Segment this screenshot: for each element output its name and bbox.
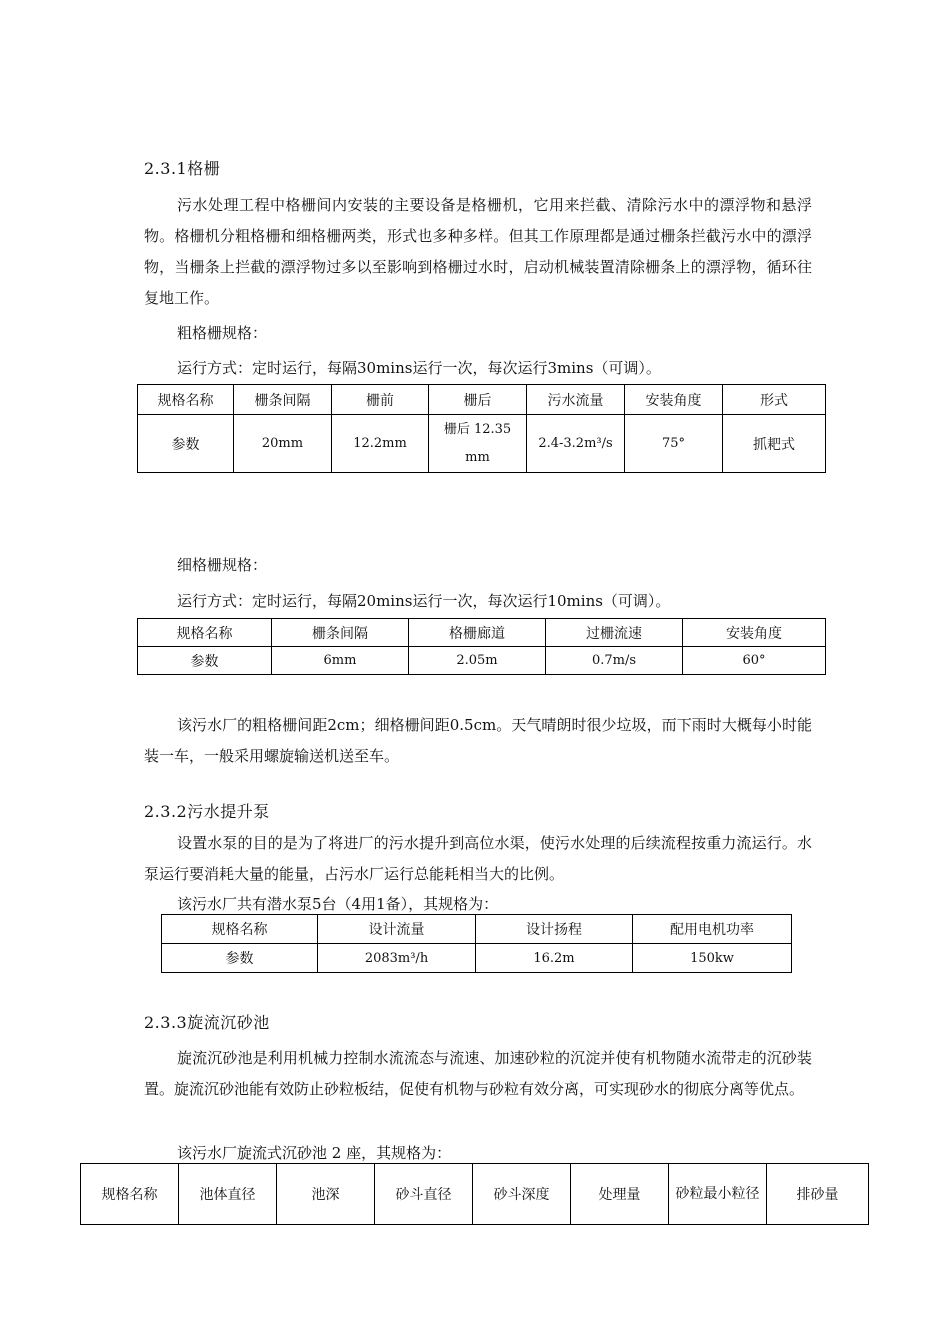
table-header-cell: 安装角度 — [625, 385, 723, 415]
table-header-cell: 砂斗深度 — [473, 1164, 571, 1225]
table-cell: 12.2mm — [332, 415, 429, 473]
table-cell: 0.7m/s — [546, 647, 683, 675]
table-cell: 抓耙式 — [723, 415, 826, 473]
paragraph-grit-chamber-intro: 旋流沉砂池是利用机械力控制水流流态与流速、加速砂粒的沉淀并使有机物随水流带走的沉砂装置。旋流沉砂池能有效防止砂粒板结，促使有机物与砂粒有效分离，可实现砂水的彻底分离等优点。 — [144, 1049, 812, 1098]
table-header-cell: 配用电机功率 — [633, 915, 792, 944]
table-cell: 2.05m — [409, 647, 546, 675]
table-cell: 栅后 12.35 mm — [429, 415, 527, 473]
table-header-cell: 污水流量 — [527, 385, 625, 415]
table-header-row — [138, 385, 826, 415]
table-header-cell: 砂粒最小粒径 — [669, 1164, 767, 1225]
table-header-cell: 池深 — [277, 1164, 375, 1225]
table-header-cell: 栅后 — [429, 385, 527, 415]
table-header-cell: 栅条间隔 — [272, 619, 409, 647]
table-cell: 60° — [683, 647, 826, 675]
table-row — [162, 944, 792, 973]
table-header-cell: 处理量 — [571, 1164, 669, 1225]
pump-table — [161, 914, 792, 973]
coarse-grille-mode: 运行方式：定时运行，每隔30mins运行一次，每次运行3mins（可调）。 — [177, 359, 661, 377]
table-header-cell: 安装角度 — [683, 619, 826, 647]
section-heading-2-3-2: 2.3.2污水提升泵 — [144, 802, 270, 821]
table-header-cell: 设计流量 — [318, 915, 476, 944]
coarse-grille-title: 粗格栅规格： — [177, 324, 268, 342]
table-header-row — [162, 915, 792, 944]
table-cell: 参数 — [138, 415, 234, 473]
table-cell: 2.4-3.2m³/s — [527, 415, 625, 473]
table-header-cell: 池体直径 — [179, 1164, 277, 1225]
table-cell: 6mm — [272, 647, 409, 675]
fine-grille-mode: 运行方式：定时运行，每隔20mins运行一次，每次运行10mins（可调）。 — [177, 592, 671, 610]
table-header-cell: 格栅廊道 — [409, 619, 546, 647]
table-header-row — [138, 619, 826, 647]
table-header-cell: 设计扬程 — [476, 915, 633, 944]
paragraph-grille-note: 该污水厂的粗格栅间距2cm；细格栅间距0.5cm。天气晴朗时很少垃圾，而下雨时大概每小时能装一车，一般采用螺旋输送机送至车。 — [144, 716, 812, 765]
table-cell: 参数 — [162, 944, 318, 973]
table-cell: 2083m³/h — [318, 944, 476, 973]
table-header-cell: 栅条间隔 — [234, 385, 332, 415]
coarse-grille-table — [137, 384, 826, 473]
table-cell: 16.2m — [476, 944, 633, 973]
paragraph-pump-intro: 设置水泵的目的是为了将进厂的污水提升到高位水渠，使污水处理的后续流程按重力流运行。水泵运行要消耗大量的能量，占污水厂运行总能耗相当大的比例。 — [144, 834, 812, 883]
table-cell: 150kw — [633, 944, 792, 973]
table-header-cell: 规格名称 — [138, 385, 234, 415]
table-header-cell: 砂斗直径 — [375, 1164, 473, 1225]
section-heading-2-3-3: 2.3.3旋流沉砂池 — [144, 1013, 270, 1032]
table-row — [138, 647, 826, 675]
fine-grille-title: 细格栅规格： — [177, 556, 268, 574]
fine-grille-table — [137, 618, 826, 675]
paragraph-grille-intro: 污水处理工程中格栅间内安装的主要设备是格栅机，它用来拦截、清除污水中的漂浮物和悬浮物。格栅机分粗格栅和细格栅两类，形式也多种多样。但其工作原理都是通过栅条拦截污水中的漂浮物，当栅条上拦截的漂浮物过多以至影响到格栅过水时，启动机械装置清除栅条上的漂浮物，循环往复地工作。 — [144, 196, 812, 307]
table-row — [138, 415, 826, 473]
table-cell: 参数 — [138, 647, 272, 675]
grit-chamber-table — [80, 1163, 869, 1225]
table-header-cell: 排砂量 — [767, 1164, 869, 1225]
grit-chamber-intro-line: 该污水厂旋流式沉砂池 2 座，其规格为： — [177, 1144, 452, 1162]
table-header-cell: 规格名称 — [162, 915, 318, 944]
section-heading-2-3-1: 2.3.1格栅 — [144, 159, 221, 178]
table-header-cell: 栅前 — [332, 385, 429, 415]
table-cell: 20mm — [234, 415, 332, 473]
pump-intro-line: 该污水厂共有潜水泵5台（4用1备），其规格为： — [177, 895, 499, 913]
table-header-row — [81, 1164, 869, 1225]
table-header-cell: 规格名称 — [138, 619, 272, 647]
table-header-cell: 规格名称 — [81, 1164, 179, 1225]
table-header-cell: 形式 — [723, 385, 826, 415]
table-cell: 75° — [625, 415, 723, 473]
table-header-cell: 过栅流速 — [546, 619, 683, 647]
